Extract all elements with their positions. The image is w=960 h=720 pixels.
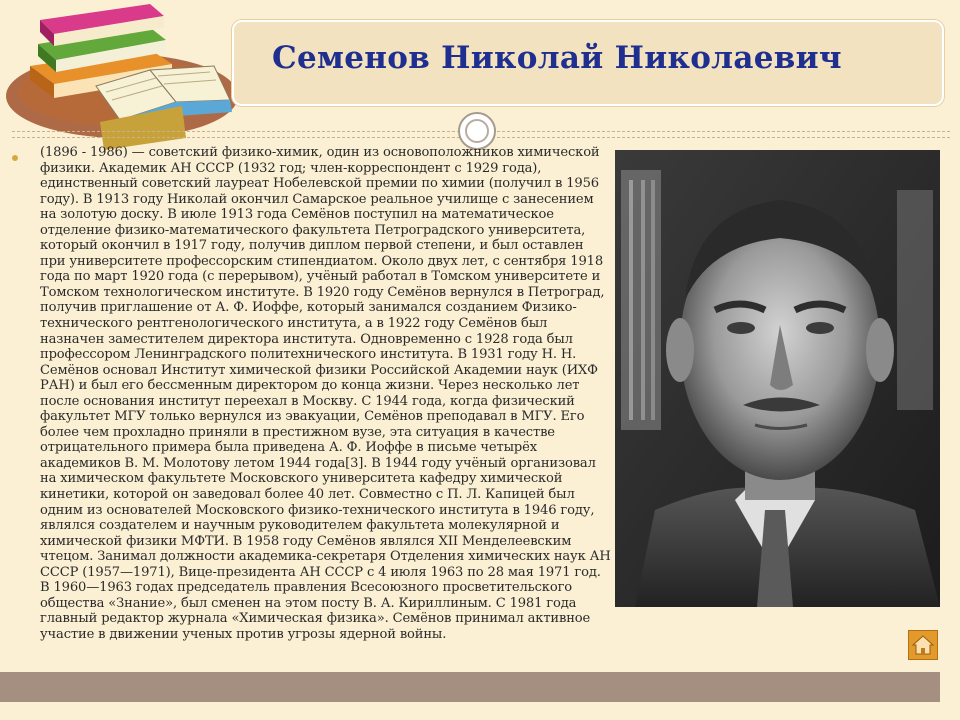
books-icon [0, 0, 250, 150]
home-button[interactable] [908, 630, 938, 660]
footer-bar [0, 672, 940, 702]
portrait-photo [615, 150, 940, 607]
home-icon [909, 631, 937, 659]
bullet-point [12, 155, 18, 161]
biography-text: (1896 - 1986) — советский физико-химик, один из основоположников химической физики. Академик АН СССР (1932 год; член-корреспондент с 1929 года), единственный советский лауреат Нобелевской премии по химии (получил в 1956 году). В 1913 году Николай окончил Самарское реальное училище с занесением на золотую доску. В июле 1913 года Семёнов поступил на математическое отделение физико-математического факультета Петроградского университета, который окончил в 1917 году, получив диплом первой степени, и был оставлен при университете профессорским стипендиатом. Около двух лет, с сентября 1918 года по март 1920 года (с перерывом), учёный работал в Томском университете и Томском технологическом институте. В 1920 году Семёнов вернулся в Петроград, получив приглашение от А. Ф. Иоффе, который занимался созданием Физико-технического рентгенологического института, а в 1922 году Семёнов был назначен заместителем директора института. Одновременно с 1928 года был профессором Ленинградского политехнического института. В 1931 году Н. Н. Семёнов основал Институт химической физики Российской Академии наук (ИХФ РАН) и был его бессменным директором до конца жизни. Через несколько лет после основания институт переехал в Москву. С 1944 года, когда физический факультет МГУ только вернулся из эвакуации, Семёнов преподавал в МГУ. Его более чем прохладно приняли в престижном вузе, эта ситуация в качестве отрицательного примера была приведена А. Ф. Иоффе в письме четырёх академиков В. М. Молотову летом 1944 года[3]. В 1944 году учёный организовал на химическом факультете Московского университета кафедру химической кинетики, которой он заведовал более 40 лет. Совместно с П. Л. Капицей был одним из основателей Московского физико-технического института в 1946 году, являлся создателем и научным руководителем факультета молекулярной и химической физики МФТИ. В 1958 году Семёнов являлся XII Менделеевским чтецом. Занимал должности академика-секретаря Отделения химических наук АН СССР (1957—1971), Вице-президента АН СССР с 4 июля 1963 по 28 мая 1971 год. В 1960—1963 годах председатель правления Всесоюзного просветительского общества «Знание», был сменен на этом посту В. А. Кириллиным. С 1981 года главный редактор журнала «Химическая физика». Семёнов принимал активное участие в движении ученых против угрозы ядерной войны. [40, 145, 611, 642]
slide-title: Семенов Николай Николаевич [272, 40, 842, 76]
